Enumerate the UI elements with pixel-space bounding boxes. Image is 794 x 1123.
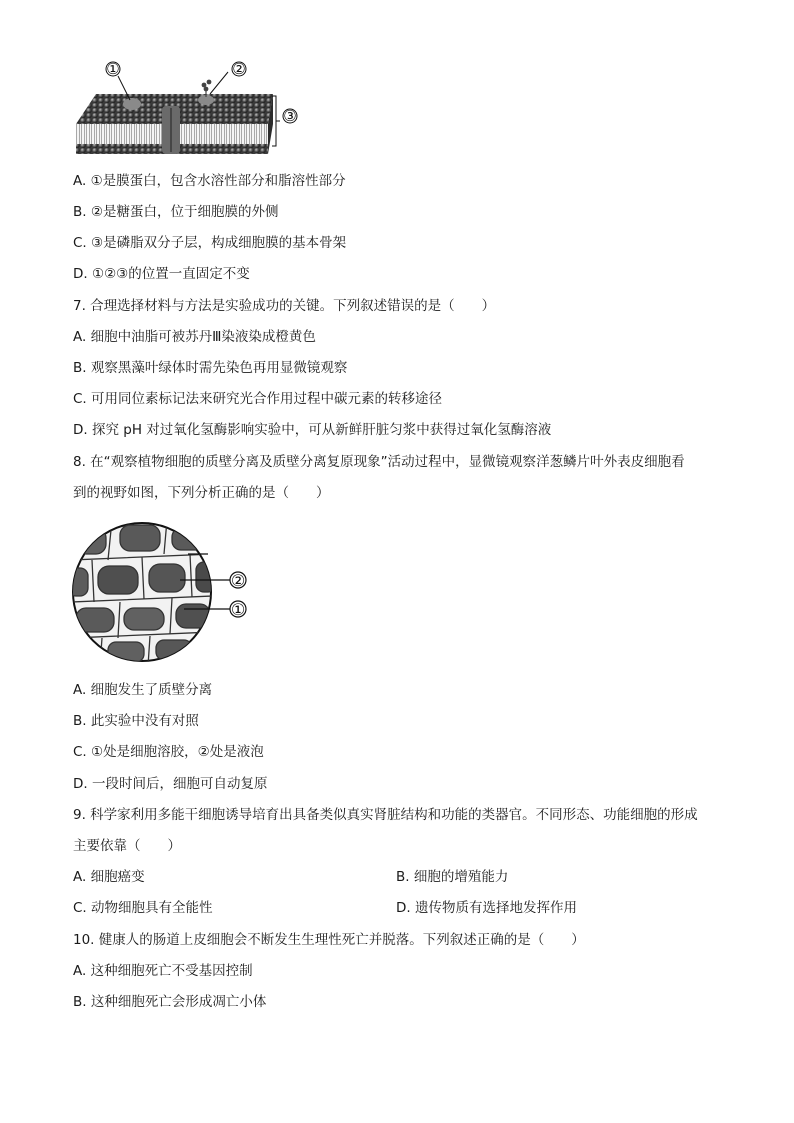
label-1: ① bbox=[106, 60, 120, 78]
q7-stem: 7. 合理选择材料与方法是实验成功的关键。下列叙述错误的是（ ） bbox=[73, 298, 496, 314]
label-3: ③ bbox=[283, 107, 297, 125]
fig2-label-1: ① bbox=[230, 600, 246, 619]
microscope-field-figure bbox=[72, 520, 262, 666]
q9-stem-line2: 主要依靠（ ） bbox=[73, 838, 181, 854]
q7-option-c: C. 可用同位素标记法来研究光合作用过程中碳元素的转移途径 bbox=[73, 391, 443, 407]
q9-stem-line1: 9. 科学家利用多能干细胞诱导培育出具备类似真实肾脏结构和功能的类器官。不同形态、功能细胞的形成 bbox=[73, 807, 698, 823]
q10-stem: 10. 健康人的肠道上皮细胞会不断发生生理性死亡并脱落。下列叙述正确的是（ ） bbox=[73, 932, 585, 948]
q8-stem-line2: 到的视野如图，下列分析正确的是（ ） bbox=[73, 485, 330, 501]
q8-option-b: B. 此实验中没有对照 bbox=[73, 713, 199, 729]
q10-option-b: B. 这种细胞死亡会形成凋亡小体 bbox=[73, 994, 267, 1010]
q8-stem-line1: 8. 在“观察植物细胞的质壁分离及质壁分离复原现象”活动过程中，显微镜观察洋葱鳞片叶外表皮细胞看 bbox=[73, 454, 685, 470]
q6-option-b: B. ②是糖蛋白，位于细胞膜的外侧 bbox=[73, 204, 279, 220]
q8-option-a: A. 细胞发生了质壁分离 bbox=[73, 682, 213, 698]
q8-option-c: C. ①处是细胞溶胶，②处是液泡 bbox=[73, 744, 264, 760]
q7-option-b: B. 观察黑藻叶绿体时需先染色再用显微镜观察 bbox=[73, 360, 348, 376]
fig2-label-2: ② bbox=[230, 571, 246, 590]
q8-option-d: D. 一段时间后，细胞可自动复原 bbox=[73, 776, 268, 792]
q10-option-a: A. 这种细胞死亡不受基因控制 bbox=[73, 963, 253, 979]
q6-option-d: D. ①②③的位置一直固定不变 bbox=[73, 266, 250, 282]
q7-option-a: A. 细胞中油脂可被苏丹Ⅲ染液染成橙黄色 bbox=[73, 329, 316, 345]
membrane-protein-1 bbox=[123, 98, 141, 110]
q9-option-b: B. 细胞的增殖能力 bbox=[396, 869, 509, 885]
cell-membrane-figure bbox=[68, 58, 308, 166]
label-2: ② bbox=[232, 60, 246, 78]
q9-option-d: D. 遗传物质有选择地发挥作用 bbox=[396, 900, 577, 916]
q9-option-c: C. 动物细胞具有全能性 bbox=[73, 900, 213, 916]
q6-option-c: C. ③是磷脂双分子层，构成细胞膜的基本骨架 bbox=[73, 235, 347, 251]
q7-option-d: D. 探究 pH 对过氧化氢酶影响实验中，可从新鲜肝脏匀浆中获得过氧化氢酶溶液 bbox=[73, 422, 552, 438]
q6-option-a: A. ①是膜蛋白，包含水溶性部分和脂溶性部分 bbox=[73, 173, 346, 189]
q9-option-a: A. 细胞癌变 bbox=[73, 869, 145, 885]
